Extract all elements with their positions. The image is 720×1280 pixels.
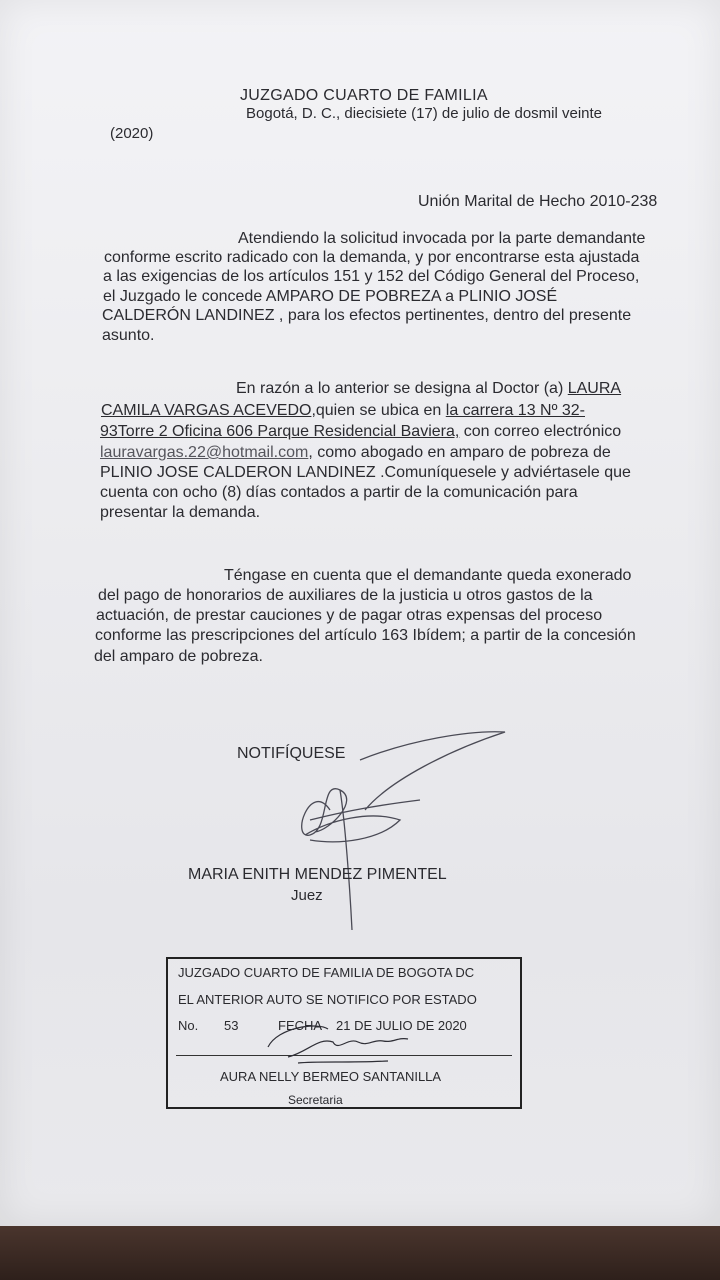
stamp-fecha-value: 21 DE JULIO DE 2020 <box>336 1018 467 1033</box>
paragraph-line: presentar la demanda. <box>100 504 261 521</box>
paragraph-line <box>100 444 611 462</box>
paragraph-line: actuación, de prestar cauciones y de pagar otras expensas del proceso <box>96 607 603 624</box>
notification-stamp <box>166 957 522 1109</box>
stamp-secretary-name: AURA NELLY BERMEO SANTANILLA <box>220 1069 442 1084</box>
text-run: con correo electrónico <box>459 423 622 440</box>
paragraph-line: el Juzgado le concede AMPARO DE POBREZA a PLINIO JOSÉ <box>103 288 558 305</box>
paragraph-line: conforme las prescripciones del artículo 163 Ibídem; a partir de la concesión <box>95 627 636 644</box>
judge-signature <box>270 720 520 970</box>
court-heading: JUZGADO CUARTO DE FAMILIA <box>240 87 488 104</box>
paragraph-line: del amparo de pobreza. <box>94 648 263 665</box>
paragraph-line <box>100 423 621 441</box>
table-surface <box>0 1226 720 1280</box>
text-run: , como abogado en amparo de pobreza de <box>308 444 611 461</box>
paragraph-line <box>101 402 585 420</box>
judge-title: Juez <box>291 887 323 904</box>
judge-name: MARIA ENITH MENDEZ PIMENTEL <box>188 866 447 883</box>
date-line: Bogotá, D. C., diecisiete (17) de julio de dosmil veinte <box>246 105 603 122</box>
stamp-secretary-title: Secretaria <box>288 1093 343 1107</box>
paragraph-line: asunto. <box>102 327 155 344</box>
text-run: En razón a lo anterior se designa al Doctor (a) <box>236 380 568 397</box>
stamp-court: JUZGADO CUARTO DE FAMILIA DE BOGOTA DC <box>178 965 475 980</box>
notify-heading: NOTIFÍQUESE <box>237 745 346 762</box>
stamp-notice: EL ANTERIOR AUTO SE NOTIFICO POR ESTADO <box>178 992 477 1007</box>
lawyer-address: 93Torre 2 Oficina 606 Parque Residencial Baviera, <box>100 423 460 440</box>
lawyer-name: CAMILA VARGAS ACEVEDO <box>101 402 312 419</box>
paragraph-line <box>236 380 621 398</box>
case-reference: Unión Marital de Hecho 2010-238 <box>418 193 658 210</box>
date-year: (2020) <box>110 125 154 142</box>
text-run: ,quien se ubica en <box>311 402 446 419</box>
paragraph-line: a las exigencias de los artículos 151 y 152 del Código General del Proceso, <box>103 268 640 285</box>
paragraph-line: Téngase en cuenta que el demandante queda exonerado <box>224 567 632 584</box>
paragraph-line: cuenta con ocho (8) días contados a partir de la comunicación para <box>100 484 578 501</box>
stamp-no-label: No. <box>178 1018 199 1033</box>
paragraph-line: PLINIO JOSE CALDERON LANDINEZ .Comuníquesele y adviértasele que <box>100 464 631 481</box>
lawyer-email: lauravargas.22@hotmail.com <box>100 444 309 461</box>
stamp-fecha-label: FECHA <box>278 1018 323 1033</box>
paragraph-line: Atendiendo la solicitud invocada por la parte demandante <box>238 230 646 247</box>
stamp-no-value: 53 <box>224 1018 239 1033</box>
paragraph-line: CALDERÓN LANDINEZ , para los efectos pertinentes, dentro del presente <box>102 307 632 324</box>
lawyer-name: LAURA <box>567 380 622 397</box>
lawyer-address: la carrera 13 Nº 32- <box>445 402 585 419</box>
paragraph-line: conforme escrito radicado con la demanda, y por encontrarse esta ajustada <box>104 249 640 266</box>
secretary-signature <box>258 1017 428 1069</box>
paragraph-line: del pago de honorarios de auxiliares de la justicia u otros gastos de la <box>98 587 593 604</box>
